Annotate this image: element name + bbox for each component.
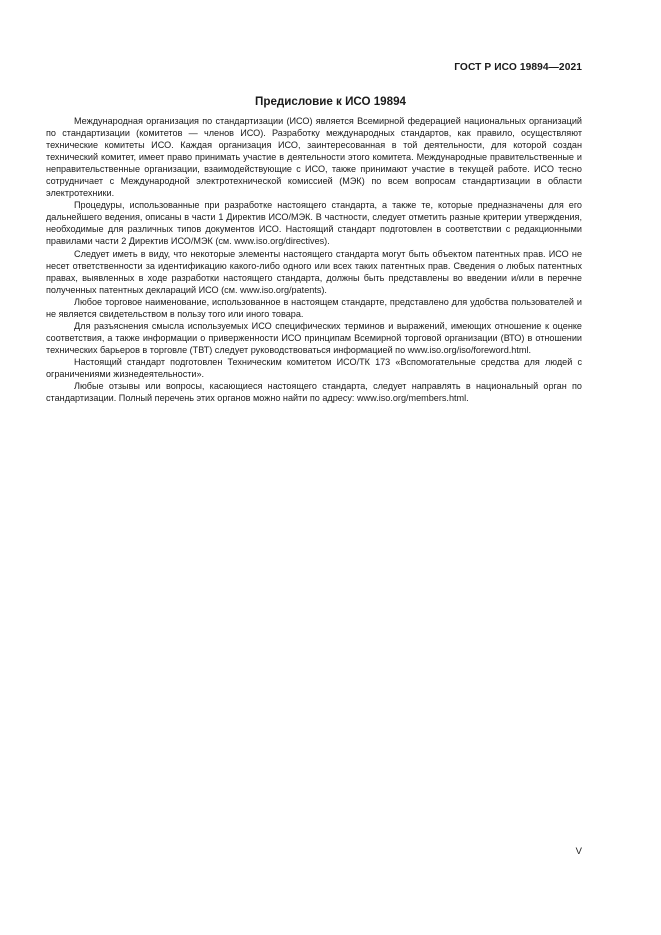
paragraph-trade-names: Любое торговое наименование, использованное в настоящем стандарте, представлено для удобства пользователей и не является свидетельством в пользу того или иного товара.	[46, 296, 582, 319]
paragraph-procedures: Процедуры, использованные при разработке настоящего стандарта, а также те, которые предназначены для его дальнейшего ведения, описаны в части 1 Директив ИСО/МЭК. В частности, следует отметить разные критерии утверждения, необходимые для различных типов документов ИСО. Настоящий стандарт подготовлен в соответствии с редакционными правилами части 2 Директив ИСО/МЭК (см. www.iso.org/directives).	[46, 200, 582, 247]
paragraph-committee: Настоящий стандарт подготовлен Техническим комитетом ИСО/ТК 173 «Вспомогательные средства для людей с ограничениями жизнедеятельности».	[46, 356, 582, 379]
paragraph-iso-organization: Международная организация по стандартизации (ИСО) является Всемирной федерацией национальных организаций по стандартизации (комитетов — членов ИСО). Разработку международных стандартов, как правило, осуществляют технические комитеты ИСО. Каждая организация ИСО, заинтересованная в той деятельности, для которой создан технический комитет, имеет право принимать участие в деятельности этого комитета. Международные правительственные и неправительственные организации, взаимодействующие с ИСО, также принимают участие в текущей работе. ИСО тесно сотрудничает с Международной электротехнической комиссией (МЭК) по всем вопросам стандартизации в области электротехники.	[46, 116, 582, 199]
standard-designation: ГОСТ Р ИСО 19894—2021	[454, 62, 582, 73]
paragraph-conformity: Для разъяснения смысла используемых ИСО специфических терминов и выражений, имеющих отношение к оценке соответствия, а также информации о приверженности ИСО принципам Всемирной торговой организации (ВТО) в отношении технических барьеров в торговле (ТВТ) следует руководствоваться информацией по www.iso.org/iso/foreword.html.	[46, 320, 582, 355]
paragraph-patents: Следует иметь в виду, что некоторые элементы настоящего стандарта могут быть объектом патентных прав. ИСО не несет ответственности за идентификацию какого-либо одного или всех таких патентных прав. Сведения о любых патентных правах, выявленных в ходе разработки настоящего стандарта, должны быть представлены во введении и/или в перечне полученных патентных деклараций ИСО (см. www.iso.org/patents).	[46, 248, 582, 295]
foreword-body	[46, 115, 582, 404]
paragraph-feedback: Любые отзывы или вопросы, касающиеся настоящего стандарта, следует направлять в национальный орган по стандартизации. Полный перечень этих органов можно найти по адресу: www.iso.org/members.html.	[46, 381, 582, 404]
foreword-title: Предисловие к ИСО 19894	[255, 95, 406, 108]
page-number: V	[575, 846, 582, 857]
